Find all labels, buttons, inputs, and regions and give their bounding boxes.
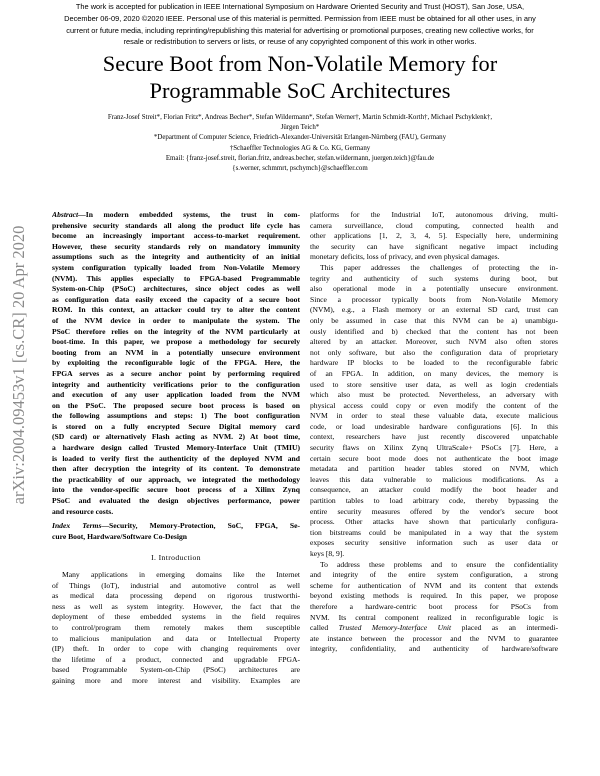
abstract-line: system configuration typically loaded from Non-Volatile Memory — [52, 262, 300, 272]
right-column — [310, 210, 558, 655]
notice-line: December 06-09, 2020 ©2020 IEEE. Personal use of this material is permitted. Permission from IEEE must be obtained for all other uses, in any — [64, 13, 536, 23]
abstract-line: is stored on a fully encrypted Secure Digital memory card — [52, 421, 300, 431]
abstract-line: System-on-Chip (PSoC) architectures, since object codes as well — [52, 284, 300, 294]
body-line: and integrity of the entire system configuration, a strong — [310, 570, 558, 580]
index-terms — [52, 521, 300, 542]
abstract-line: (SD card) or alternatively Flash acting as NVM. 2) At boot time, — [52, 432, 300, 442]
publication-notice — [16, 1, 584, 48]
abstract-line: PSoC and evaluated the design objectives performance, power — [52, 496, 300, 506]
body-line: security flaws on Xilinx Zynq UltraScale+ PSoCs [7]. Here, a — [310, 443, 558, 453]
abstract-line: assumptions such as the integrity and authenticity of an initial — [52, 252, 300, 262]
body-line: ness as well as system integrity. However, the fact that the — [52, 601, 300, 611]
abstract-line: and resource costs. — [52, 506, 114, 516]
affiliation: *Department of Computer Science, Friedrich-Alexander-Universität Erlangen-Nürnberg (FAU), Germany — [153, 134, 447, 142]
abstract-line: is loaded to verify first the authenticity of the deployed NVM and — [52, 453, 300, 463]
body-line: to malicious manipulation and data or Intellectual Property — [52, 633, 300, 643]
title-line: Programmable SoC Architectures — [149, 78, 451, 103]
body-line: only be assumed in case that this NVM can be a) unambigu- — [310, 315, 558, 325]
abstract-line: as configuration data easily exceed the capacity of a secure boot — [52, 294, 300, 304]
tmiu-term: Trusted Memory-Interface Unit — [338, 623, 452, 633]
body-line: used to store sensitive user data, as well as login credentials — [310, 379, 558, 389]
abstract-line: on the PSoC. The proposed secure boot process is based on — [52, 400, 300, 410]
author-list: Jürgen Teich* — [280, 124, 320, 132]
abstract-line: by exploiting the reconfigurable logic of the FPGA. Here, the — [52, 358, 300, 368]
section-heading-introduction: I. Introduction — [151, 553, 201, 563]
body-line: deployment of these embedded systems in the field requires — [52, 612, 300, 622]
body-line: To address these problems and to ensure the confidentiality — [320, 559, 558, 569]
email: Email: {franz-josef.streit, florian.fritz, andreas.becher, stefan.wildermann, juergen.teich}@fau.de — [165, 154, 435, 162]
author-list: Franz-Josef Streit*, Florian Fritz*, Andreas Becher*, Stefan Wildermann*, Stefan Werner†, Martin Schmidt-Korth†, Michael Pschyklenk†, — [107, 114, 493, 121]
abstract-line: the practicability of our approach, we integrated the methodology — [52, 474, 300, 484]
body-line: Many applications in emerging domains like the Internet — [62, 570, 300, 579]
abstract-line: into the vendor-specific secure boot process of a Xilinx Zynq — [52, 485, 300, 495]
abstract-line: of the NVM device in order to manipulate the system. The — [52, 315, 300, 325]
body-line: gaining more and more interest and visibility. Examples are — [52, 675, 300, 685]
body-line: metadata and partition header tables stored on NVM, which — [310, 464, 558, 474]
body-line: integrity, confidentiality, and authenticity of hardware/software — [310, 644, 558, 654]
abstract-line: then after decryption the integrity of its content. To demonstrate — [52, 464, 300, 474]
abstract-line: (NVM). This applies especially to FPGA-based Programmable — [52, 273, 300, 283]
body-line: as medical data processing depend on rigorous trustworthi- — [52, 591, 300, 601]
notice-line: The work is accepted for publication in IEEE International Symposium on Hardware Oriented Security and Trust (HOST), San Jose, USA, — [75, 2, 525, 11]
abstract-line: Abstract—In modern embedded systems, the trust in com- — [52, 210, 300, 219]
body-line: NVM. Its central component realized in reconfigurable logic is — [310, 612, 558, 622]
abstract-line: integrity and authenticity verifications prior to the configuration — [52, 379, 300, 389]
body-line: leaves this data vulnerable to malicious modifications. As a — [310, 474, 558, 484]
body-line: physical access could copy or even modify the content of the — [310, 400, 558, 410]
body-line: code, or load undesirable hardware configurations [6]. In this — [310, 421, 558, 431]
introduction-text — [52, 570, 300, 687]
body-line: the lifetime of a product, connected and upgradable FPGA- — [52, 654, 300, 664]
body-line: tion bitstreams could be manipulated in a way that the system — [310, 527, 558, 537]
body-line: based Programmable System-on-Chip (PSoC) architectures are — [52, 665, 300, 675]
body-line: camera surveillance, cloud computing, connected health and — [310, 220, 558, 230]
left-column — [52, 210, 300, 687]
notice-line: resale or redistribution to servers or lists, or reuse of any copyrighted component of this work in other works. — [123, 37, 477, 47]
abstract-line: boot-time. In this paper, we propose a methodology for securely — [52, 337, 300, 347]
body-line: Since a processor typically boots from Non-Volatile Memory — [310, 294, 558, 304]
title-line: Secure Boot from Non-Volatile Memory for — [102, 51, 498, 76]
body-line: ously identified and b) checked that the content has not been — [310, 326, 558, 336]
abstract-label: Abstract— — [52, 210, 86, 219]
body-line: scheme for authentication of NVM and its content that extends — [310, 580, 558, 590]
abstract-line: prehensive security standards all along the product life cycle has — [52, 220, 300, 230]
body-line: other applications [1, 2, 3, 4, 5]. Especially here, undermining — [310, 231, 558, 241]
affiliation: †Schaeffler Technologies AG & Co. KG, Germany — [229, 144, 371, 152]
abstract-line: and execution of any user application loaded from the NVM — [52, 390, 300, 400]
abstract-line: booting from an NVM in a potentially unsecure environment — [52, 347, 300, 357]
body-line: exposes security sensitive information such as user data or — [310, 538, 558, 548]
body-line: (NVM), e.g., a Flash memory or an external SD card, trust can — [310, 305, 558, 315]
abstract-line: the following assumptions and steps: 1) The boot configuration — [52, 411, 300, 421]
abstract-line: a hardware design called Trusted Memory-Interface Unit (TMIU) — [52, 443, 300, 453]
abstract-line: ROM. In this context, an attacker could try to alter the content — [52, 305, 300, 315]
body-line: certain secure boot mode does not authenticate the boot image — [310, 453, 558, 463]
body-line: which also must be protected. Nevertheless, an adversary with — [310, 390, 558, 400]
index-terms-label: Index Terms — [52, 521, 102, 531]
notice-line: current or future media, including reprinting/republishing this material for advertising or promotional purposes, creating new collective works, for — [66, 25, 534, 35]
abstract-line: FPGA serves as a secure anchor point by performing required — [52, 368, 300, 378]
body-line: called Trusted Memory-Interface Unit placed as an intermedi- — [310, 623, 558, 633]
body-line: NVM in order to steal these valuable data, execute malicious — [310, 411, 558, 421]
index-terms-line: Index Terms—Security, Memory-Protection, SoC, FPGA, Se- — [52, 521, 300, 531]
abstract — [52, 210, 300, 517]
body-line: context, researchers have just recently discovered unpatchable — [310, 432, 558, 442]
body-line: of Things (IoT), industrial and automotive control as well — [52, 580, 300, 590]
body-line: of an FPGA. In addition, on many devices, the memory is — [310, 368, 558, 378]
body-line: process. Other attacks have shown that particularly configura- — [310, 517, 558, 527]
body-line: entire security measures offered by the vendor's secure boot — [310, 506, 558, 516]
body-line: tegrity and authenticity of such systems during boot, but — [310, 273, 558, 283]
author-block — [40, 113, 560, 174]
arxiv-stamp: arXiv:2004.09453v1 [cs.CR] 20 Apr 2020 — [9, 225, 28, 505]
body-line: altered by an attacker. Moreover, such NVM also often stores — [310, 337, 558, 347]
body-line: keys [8, 9]. — [310, 549, 345, 558]
abstract-line: However, these security standards rely on mandatory immunity — [52, 241, 300, 251]
body-line: This paper addresses the challenges of protecting the in- — [320, 262, 558, 272]
body-line: therefore a hardware-centric boot process for PSoCs from — [310, 601, 558, 611]
body-line: hardware IP blocks to be loaded to the reconfigurable fabric — [310, 358, 558, 368]
body-line: consequence, an attacker could modify the boot header and — [310, 485, 558, 495]
abstract-line: PSoC therefore relies on the integrity of the NVM particularly at — [52, 326, 300, 336]
body-line: not only software, but also the configuration data of proprietary — [310, 347, 558, 357]
body-line: also operational mode in a potentially unsecure environment. — [310, 284, 558, 294]
body-line: monetary deficits, loss of privacy, and even physical damages. — [310, 252, 500, 262]
body-line: (IP) theft. In order to cope with changing requirements over — [52, 644, 300, 654]
index-terms-line: cure Boot, Hardware/Software Co-Design — [52, 531, 187, 541]
body-line: platforms for the Industrial IoT, autonomous driving, multi- — [310, 210, 558, 219]
body-line: to control/program them remotely makes them susceptible — [52, 622, 300, 632]
body-line: the security can have significant negative impact including — [310, 241, 558, 251]
body-line: partition tables to load arbitrary code, thereby bypassing the — [310, 496, 558, 506]
abstract-line: become an increasingly important access-to-market requirement. — [52, 231, 300, 241]
paper-title — [40, 50, 560, 104]
body-line: beyond existing methods is required. In this paper, we propose — [310, 591, 558, 601]
email: {s.werner, schmmrt, pschymch}@schaeffler.com — [232, 165, 368, 173]
body-line: ate instance between the processor and the NVM to guarantee — [310, 633, 558, 643]
